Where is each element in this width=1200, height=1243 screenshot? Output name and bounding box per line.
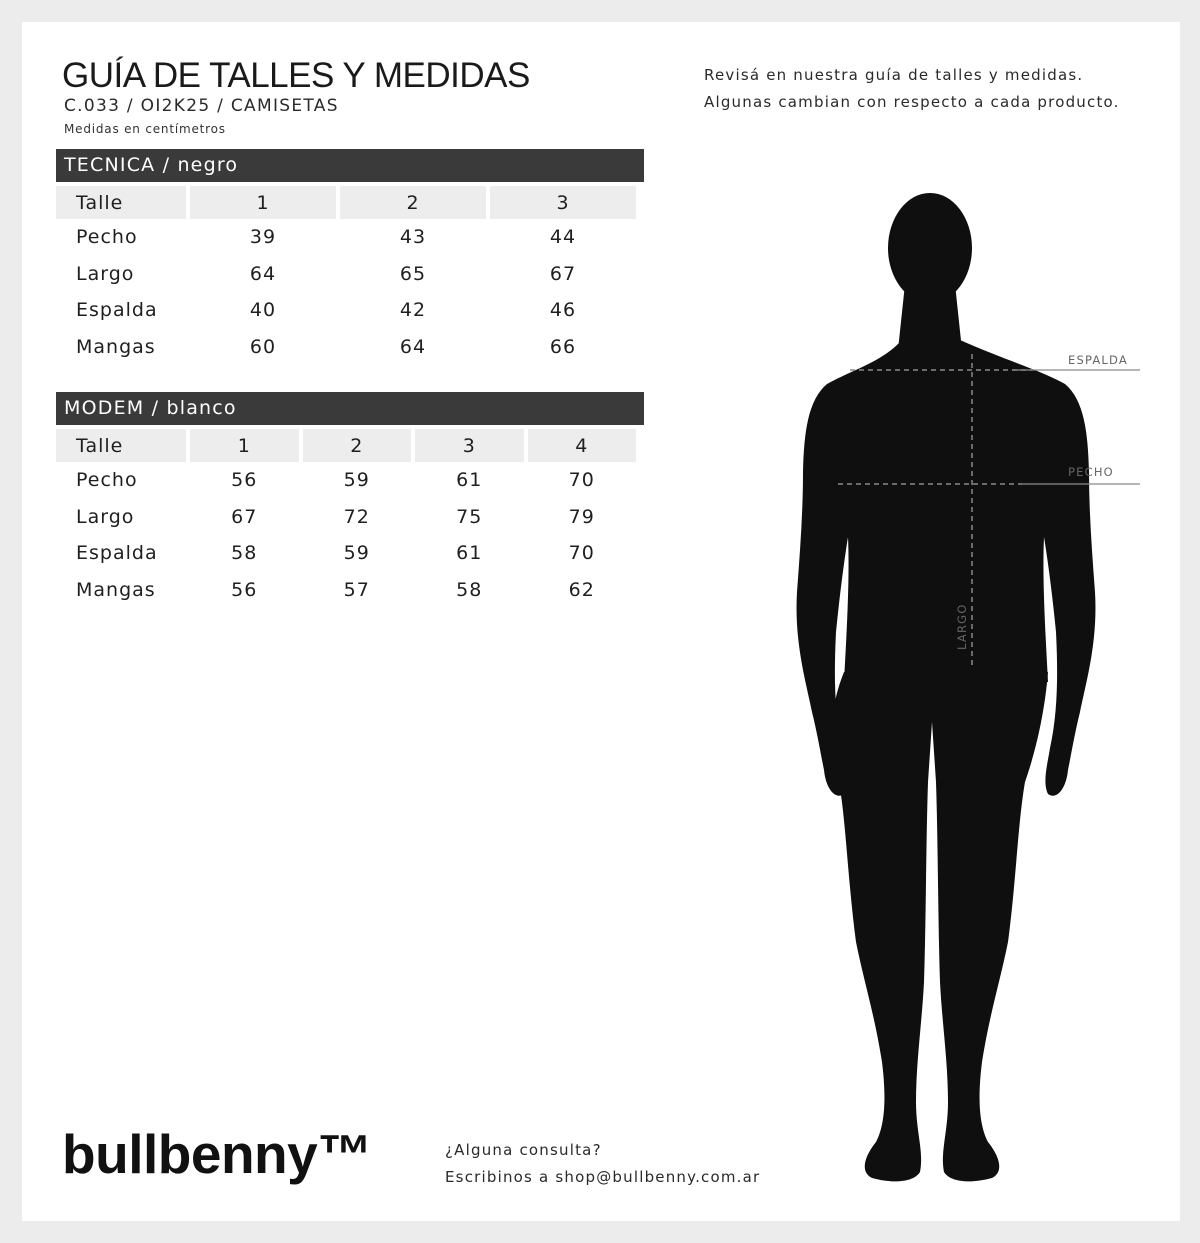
- table-cell: 60: [249, 335, 277, 358]
- size-header: 1: [190, 186, 336, 219]
- row-label: Espalda: [76, 542, 158, 565]
- table-cell: 46: [549, 299, 577, 322]
- row-label: Largo: [76, 262, 135, 285]
- header-label: Talle: [56, 429, 186, 462]
- table-cell: 72: [343, 505, 370, 528]
- table-cell: 42: [399, 299, 427, 322]
- size-header: 4: [528, 429, 637, 462]
- table-cell: 64: [249, 262, 277, 285]
- table-cell: 58: [456, 578, 483, 601]
- table-cell: 56: [231, 578, 258, 601]
- table-cell: 65: [399, 262, 427, 285]
- largo-label: LARGO: [955, 603, 969, 650]
- header-label: Talle: [56, 186, 186, 219]
- intro-line-1: Revisá en nuestra guía de talles y medidas.: [704, 66, 1084, 84]
- table-cell: 79: [568, 505, 595, 528]
- row-label: Mangas: [76, 578, 156, 601]
- table-cell: 40: [249, 299, 277, 322]
- row-label: Espalda: [76, 299, 158, 322]
- espalda-label: ESPALDA: [1068, 353, 1128, 367]
- size-header: 2: [303, 429, 412, 462]
- table-cell: 67: [549, 262, 577, 285]
- contact-question: ¿Alguna consulta?: [445, 1141, 602, 1159]
- table-cell: 44: [549, 226, 577, 249]
- table-cell: 64: [399, 335, 427, 358]
- table-cell: 59: [343, 542, 370, 565]
- size-header: 3: [415, 429, 524, 462]
- table-cell: 75: [456, 505, 483, 528]
- table-cell: 43: [399, 226, 427, 249]
- size-header: 1: [190, 429, 299, 462]
- table-cell: 70: [568, 542, 595, 565]
- units-note: Medidas en centímetros: [64, 122, 226, 136]
- body-silhouette-figure: [22, 22, 1180, 1221]
- table-cell: 61: [456, 542, 483, 565]
- table-cell: 66: [549, 335, 577, 358]
- intro-line-2: Algunas cambian con respecto a cada producto.: [704, 93, 1120, 111]
- size-guide-sheet: [22, 22, 1180, 1221]
- table-cell: 61: [456, 469, 483, 492]
- product-code: C.033 / OI2K25 / CAMISETAS: [64, 96, 339, 116]
- brand-logo: bullbenny™: [62, 1123, 372, 1185]
- table-cell: 58: [231, 542, 258, 565]
- body-silhouette: [797, 193, 1096, 1181]
- size-header: 3: [490, 186, 636, 219]
- row-label: Largo: [76, 505, 135, 528]
- row-label: Pecho: [76, 226, 138, 249]
- page-title: GUÍA DE TALLES Y MEDIDAS: [62, 56, 530, 95]
- table-cell: 59: [343, 469, 370, 492]
- table-cell: 62: [568, 578, 595, 601]
- table-cell: 70: [568, 469, 595, 492]
- table-title-modem: MODEM / blanco: [56, 392, 644, 425]
- table-cell: 39: [249, 226, 277, 249]
- row-label: Mangas: [76, 335, 156, 358]
- table-title-tecnica: TECNICA / negro: [56, 149, 644, 182]
- contact-email-text: Escribinos a shop@bullbenny.com.ar: [445, 1168, 761, 1186]
- pecho-label: PECHO: [1068, 465, 1114, 479]
- table-cell: 57: [343, 578, 370, 601]
- row-label: Pecho: [76, 469, 138, 492]
- table-cell: 67: [231, 505, 258, 528]
- table-cell: 56: [231, 469, 258, 492]
- size-header: 2: [340, 186, 486, 219]
- contact-info: [445, 1137, 760, 1191]
